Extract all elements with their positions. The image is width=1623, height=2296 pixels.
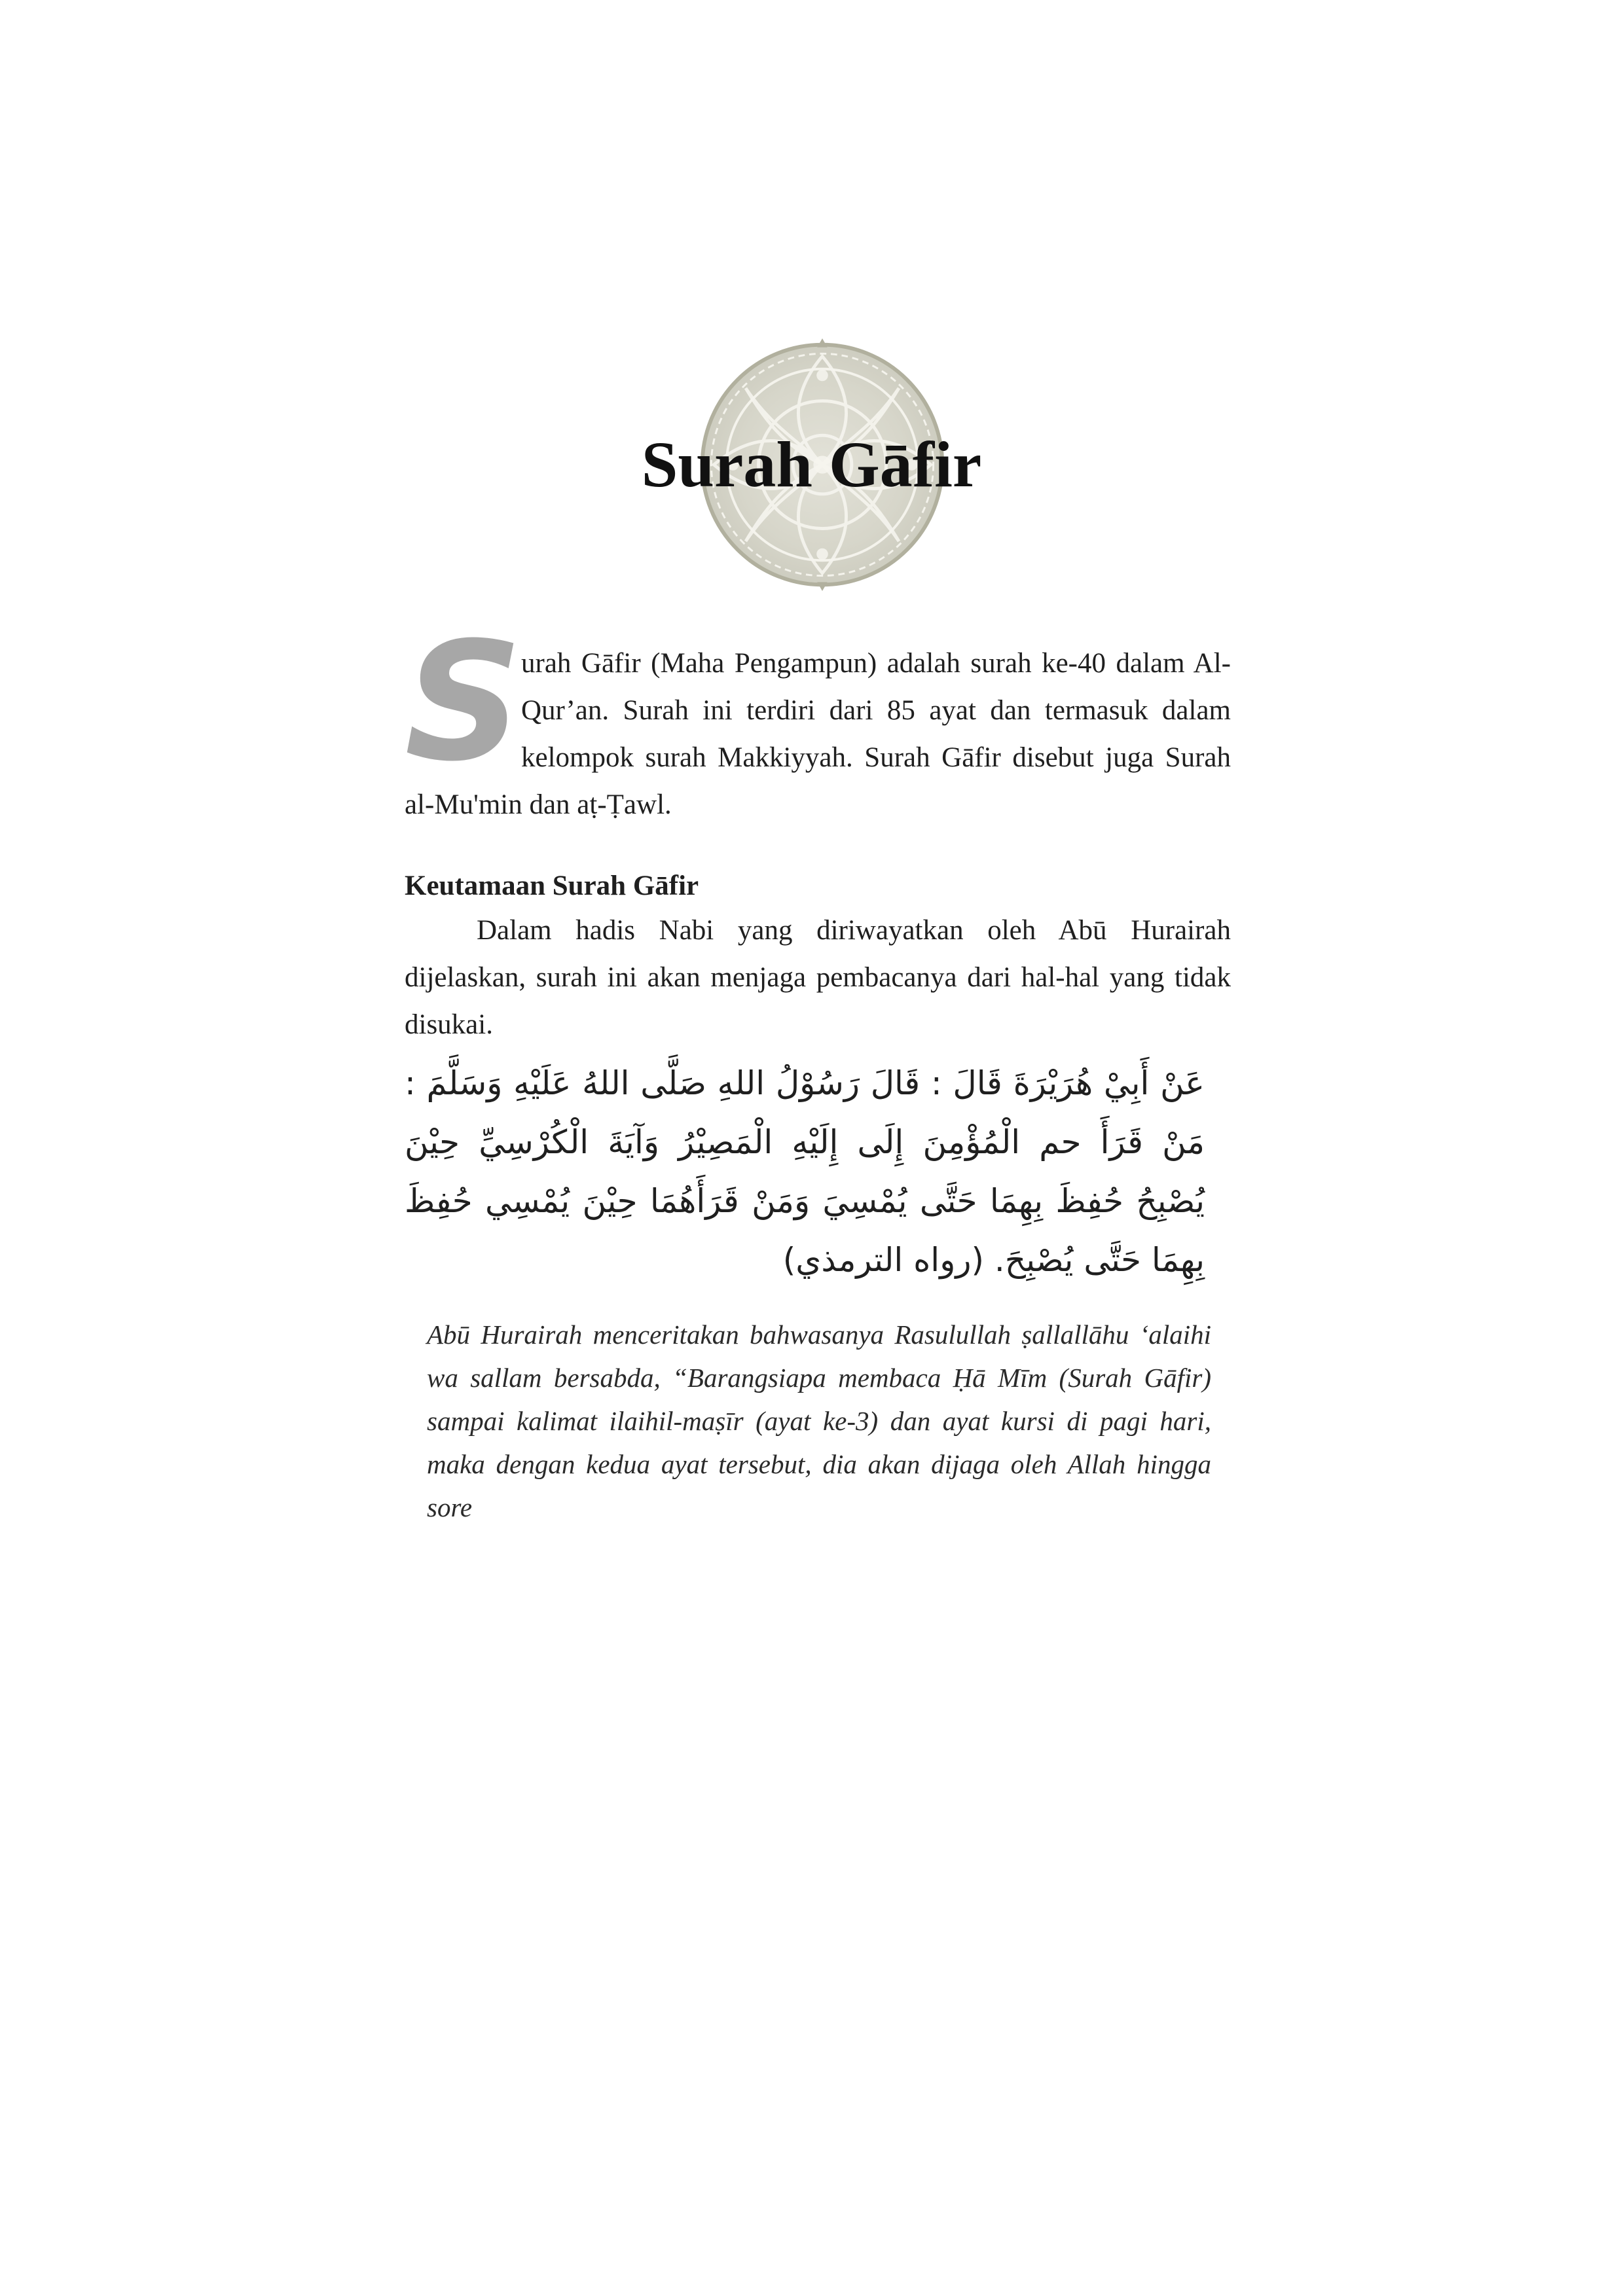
intro-text: urah Gāfir (Maha Pengampun) adalah surah ke-40 dalam Al-Qur’an. Surah ini terdiri dari 85 ayat dan termasuk dalam kelompok surah Makkiyyah. Surah Gāfir disebut juga Surah al-Mu'min dan aṭ-Ṭawl. — [405, 648, 1231, 820]
intro-paragraph — [405, 607, 1231, 829]
drop-cap: S — [405, 607, 523, 797]
section-heading: Keutamaan Surah Gāfir — [405, 870, 699, 901]
body-paragraph: Dalam hadis Nabi yang diriwayatkan oleh Abū Hurairah dijelaskan, surah ini akan menjaga pembacanya dari hal-hal yang tidak disukai. — [405, 915, 1231, 1040]
arabic-hadith: عَنْ أَبِيْ هُرَيْرَةَ قَالَ : قَالَ رَسُوْلُ اللهِ صَلَّى اللهُ عَلَيْهِ وَسَلَّمَ : مَنْ قَرَأَ حم الْمُؤْمِنَ إِلَى إِلَيْهِ الْمَصِيْرُ وَآيَةَ الْكُرْسِيِّ حِيْنَ يُصْبِحُ حُفِظَ بِهِمَا حَتَّى يُمْسِيَ وَمَنْ قَرَأَهُمَا حِيْنَ يُمْسِي حُفِظَ بِهِمَا حَتَّى يُصْبِحَ. (رواه الترمذي) — [405, 1064, 1205, 1279]
content-column — [405, 607, 1231, 1529]
chapter-title: Surah Gāfir — [641, 428, 982, 501]
hadith-translation: Abū Hurairah menceritakan bahwasanya Rasulullah ṣallallāhu ‘alaihi wa sallam bersabda, “Barangsiapa membaca Ḥā Mīm (Surah Gāfir) sampai kalimat ilaihil-maṣīr (ayat ke-3) dan ayat kursi di pagi hari, maka dengan kedua ayat tersebut, dia akan dijaga oleh Allah hingga sore — [427, 1319, 1211, 1522]
